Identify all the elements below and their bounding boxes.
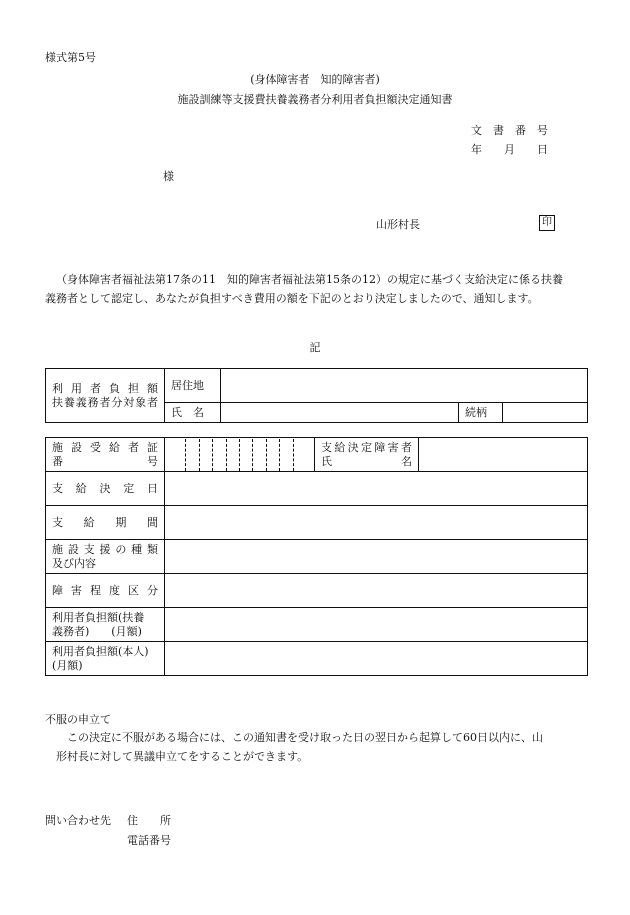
decision-date-field[interactable] [165,472,588,506]
seal-mark [539,215,555,231]
decided-person-label [315,438,419,472]
cert-label-line1: 施設受給者証 [52,440,158,454]
disability-class-text: 障害程度区分 [52,583,158,597]
decision-date-label [46,472,165,506]
disability-class-field[interactable] [165,574,588,608]
contact-phone-label: 電話番号 [127,834,171,847]
contact-address-label: 住 所 [127,814,171,827]
date-label: 年 月 日 [471,143,548,156]
burden-supporter-label [46,608,165,642]
decision-date-text: 支給決定日 [52,481,158,495]
subtitle: (身体障害者 知的障害者) [250,73,380,86]
seal-icon: 印 [539,215,555,231]
decided-person-field[interactable] [419,438,588,472]
form-number: 様式第5号 [45,51,96,64]
burden-user-field[interactable] [165,642,588,676]
period-field[interactable] [165,506,588,540]
address-label: 居住地 [165,369,221,403]
target-person-table [45,368,588,423]
digit-boxes [173,439,306,471]
relation-label: 続柄 [459,403,503,423]
support-type-label [46,540,165,574]
decided-person-line2: 氏 名 [321,454,412,468]
target-label-line2: 扶養義務者分対象者 [52,395,158,409]
body-line-1: （身体障害者福祉法第17条の11 知的障害者福祉法第15条の12）の規定に基づく支給決定に係る扶養 [56,273,563,286]
body-paragraph [45,270,585,308]
decision-details-table [45,437,588,676]
name-label: 氏 名 [165,403,221,423]
document-number-label: 文 書 番 号 [471,124,548,137]
relation-field[interactable] [503,403,588,423]
body-line-2: 義務者として認定し、あなたが負担すべき費用の額を下記のとおり決定しましたので、通知します。 [45,292,539,305]
target-label-line1: 利用者負担額 [52,381,158,395]
disability-class-label [46,574,165,608]
issuer-name: 山形村長 [376,218,420,231]
support-type-field[interactable] [165,540,588,574]
burden-user-line1: 利用者負担額(本人) [52,644,149,658]
cert-number-boxes[interactable] [165,438,315,472]
burden-user-line2: (月額) [52,658,83,672]
appeal-line-2: 形村長に対して異議申立てをすることができます。 [56,750,309,763]
burden-supporter-line2: 義務者) (月額) [52,624,142,638]
burden-supporter-line1: 利用者負担額(扶養 [52,610,145,624]
contact-label: 問い合わせ先 [45,814,111,827]
target-label-cell [46,369,165,423]
appeal-paragraph [45,728,585,766]
support-type-line2: 及び内容 [52,556,96,570]
cert-number-label [46,438,165,472]
document-title: 施設訓練等支援費扶養義務者分利用者負担額決定通知書 [177,93,453,106]
name-field[interactable] [221,403,459,423]
burden-user-label [46,642,165,676]
appeal-heading: 不服の申立て [45,713,111,726]
support-type-line1: 施設支援の種類 [52,542,158,556]
cert-label-line2: 番 号 [52,454,158,468]
ki-heading: 記 [309,341,321,354]
decided-person-line1: 支給決定障害者 [321,440,412,454]
address-field[interactable] [221,369,588,403]
burden-supporter-field[interactable] [165,608,588,642]
period-label [46,506,165,540]
period-text: 支給期間 [52,515,158,529]
addressee-suffix: 様 [163,170,174,183]
appeal-line-1: この決定に不服がある場合には、この通知書を受け取った日の翌日から起算して60日以内に、山 [67,731,543,744]
